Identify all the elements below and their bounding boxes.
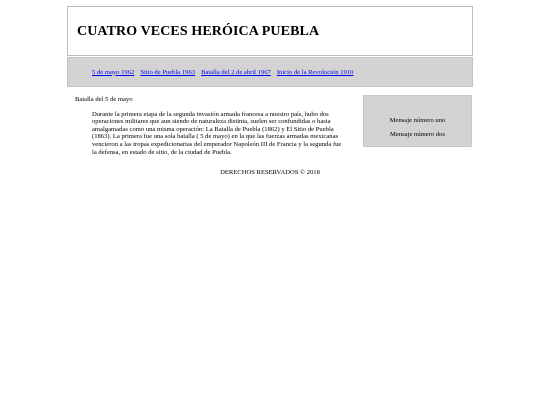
- site-title: CUATRO VECES HERÓICA PUEBLA: [77, 24, 320, 39]
- nav-link-5-de-mayo[interactable]: 5 de mayo 1962: [92, 68, 135, 76]
- page-footer: DERECHOS RESERVADOS © 2018: [220, 169, 320, 176]
- nav-link-inicio-revolucion[interactable]: Inicio de la Revolución 1910: [276, 68, 354, 76]
- page-header: [67, 6, 473, 56]
- article-paragraph: Durante la primera etapa de la segunda invasión armada francesa a nuestro país, hubo dos operaciones militares que aun siendo de naturaleza distinta, suelen ser confundidas o hasta amalgamadas como una misma operación: La Batalla de Puebla (1862) y El Sitio de Puebla (1863). La primera fue una sola batalla ( 5 de mayo) en la que las fuerzas armadas mexicanas vencieron a las tropas expedicionarias del emperador Napoleón III de Francia y la segunda fue la defensa, en estado de sitio, de la ciudad de Puebla.: [92, 110, 342, 156]
- main-nav: [67, 57, 473, 87]
- section-title: Batalla del 5 de mayo: [75, 96, 133, 103]
- messages-sidebar: [363, 95, 472, 147]
- message-two: Mensaje número dos: [390, 131, 445, 138]
- page-container: [67, 6, 473, 176]
- nav-link-sitio-de-puebla[interactable]: Sitio de Puebla 1963: [140, 68, 196, 76]
- message-one: Mensaje número uno: [389, 117, 446, 124]
- main-content: [75, 96, 355, 156]
- nav-link-batalla-2-de-abril[interactable]: Batalla del 2 de abril 1967: [201, 68, 271, 76]
